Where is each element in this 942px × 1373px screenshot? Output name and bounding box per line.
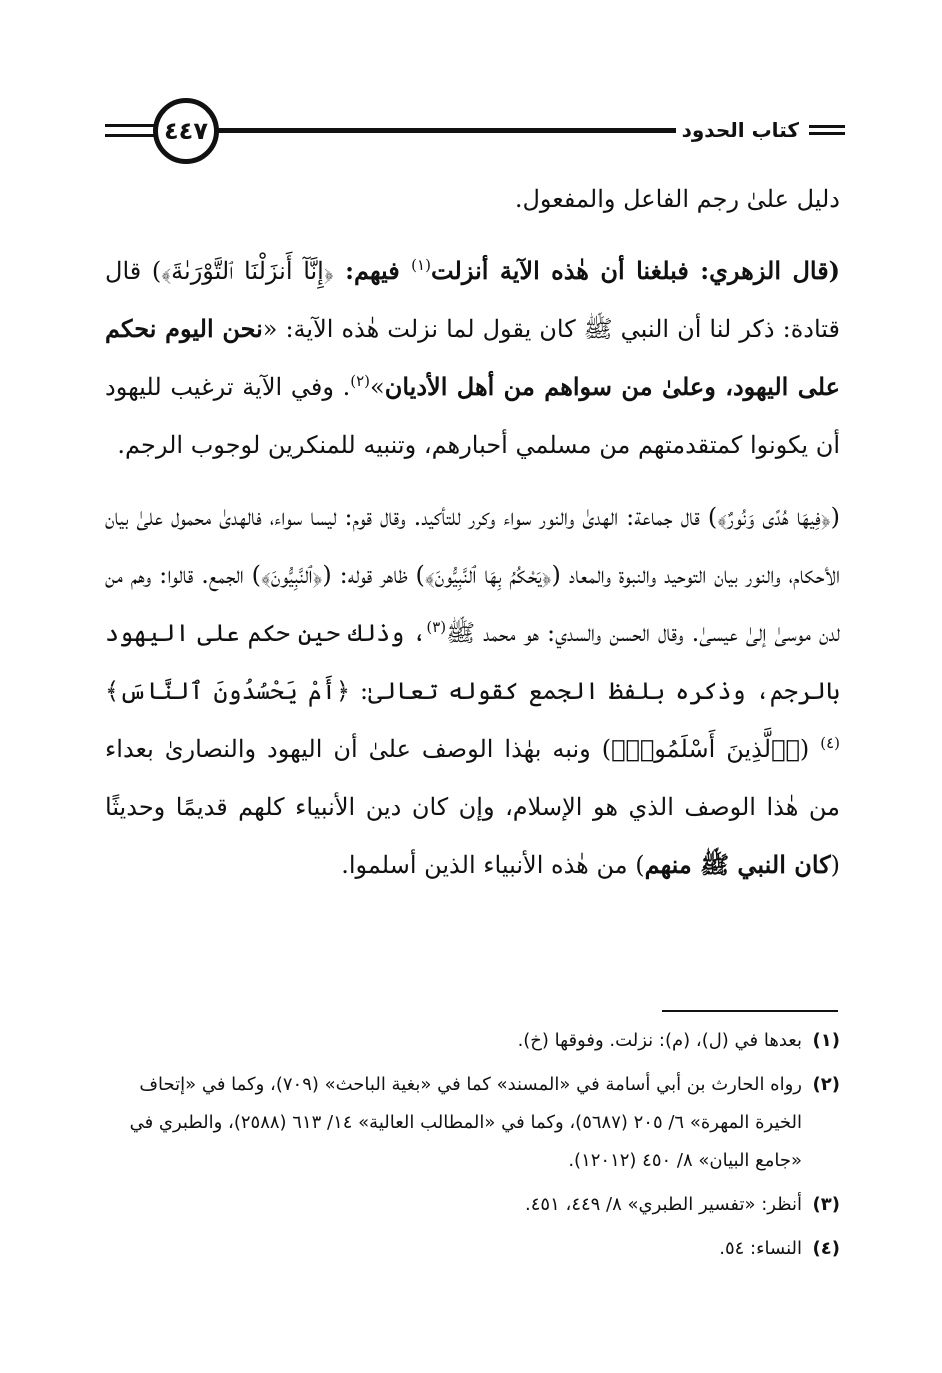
page-header [105, 98, 845, 168]
p3-text-2: ) ظاهر قوله: ( [322, 561, 425, 589]
p2-lead-end: فيهم: [333, 256, 412, 285]
header-rule-right [809, 125, 845, 128]
footnote-text: النساء: ٥٤. [719, 1238, 802, 1259]
footnote-ref-2: (٢) [350, 372, 371, 390]
p3-open: ( [830, 503, 841, 531]
paragraph-3 [105, 488, 840, 894]
running-title: كتاب الحدود [676, 118, 805, 142]
footnote [105, 1230, 840, 1268]
footnote-ref-4: (٤) [820, 734, 840, 752]
p3-text-7: ) من هٰذه الأنبياء الذين أسلموا. [341, 851, 645, 879]
hadith-quote: نحن اليوم نحكم على اليهود، وعلىٰ من سواهم من أهل الأديان [105, 314, 841, 401]
footnotes [105, 1022, 840, 1274]
footnote-number: (١) [812, 1030, 840, 1051]
paragraph-2 [105, 242, 840, 474]
footnote-number: (٤) [812, 1238, 840, 1259]
footnote [105, 1022, 840, 1060]
header-rule-left-bottom [105, 134, 155, 137]
footnote-separator [662, 1010, 838, 1012]
paragraph-1: دليل علىٰ رجم الفاعل والمفعول. [514, 185, 840, 213]
p2-text-1: ) قال قتادة: ذكر لنا أن النبي ﷺ كان يقول لما نزلت هٰذه الآية: « [105, 257, 840, 343]
p3-text-3: ) الجمع. قالوا: وهم من لدن موسىٰ إلىٰ عيسىٰ. وقال الحسن والسدي: هو محمد ﷺ [105, 561, 840, 647]
p3-text-1: ) قال جماعة: الهدىٰ والنور سواء وكرر للتأكيد. وقال قوم: ليسا سواء، فالهدىٰ محمول علىٰ بيان الأحكام، والنور بيان التوحيد والنبوة والمعاد ( [105, 503, 841, 589]
footnote-text: بعدها في (ل)، (م): نزلت. وفوقها (خ). [517, 1030, 802, 1051]
quran-quote-1: ﴿إِنَّآ أَنزَلْنَا ٱلتَّوْرَىٰةَ﴾ [161, 257, 334, 285]
p2-lead: (قال الزهري: فبلغنا أن هٰذه الآية أنزلت [430, 256, 841, 285]
footnote-number: (٢) [812, 1074, 840, 1095]
p3-bold-phrase: كان النبي ﷺ منهم [644, 850, 831, 879]
footnote-number: (٣) [812, 1194, 840, 1215]
quran-quote-6: ﴿ٱلَّذِينَ أَسْلَمُوا۟﴾ [611, 735, 800, 763]
footnote [105, 1186, 840, 1224]
main-text [105, 170, 840, 908]
quran-quote-5: ﴿أَمْ يَحْسُدُونَ ٱلنَّاسَ﴾ [105, 677, 351, 705]
p2-close-quote: » [370, 373, 385, 401]
p3-text-6: ) ونبه بهٰذا الوصف علىٰ أن اليهود والنصارىٰ بعداء من هٰذا الوصف الذي هو الإسلام، وإن كان دين الأنبياء كلهم قديمًا وحديثًا ( [105, 735, 840, 879]
page-number: ٤٤٧ [153, 98, 219, 164]
footnote-text: أنظر: «تفسير الطبري» ٨/ ٤٤٩، ٤٥١. [525, 1194, 802, 1215]
p2-text-2: . وفي الآية ترغيب لليهود أن يكونوا كمتقدمتهم من مسلمي أحبارهم، وتنبيه للمنكرين لوجوب الرجم. [105, 373, 840, 459]
footnote [105, 1066, 840, 1180]
footnote-ref-3: (٣) [426, 618, 447, 636]
quran-quote-2: ﴿فِيهَا هُدًى وَنُورٌ﴾ [717, 503, 831, 531]
header-rule-left-top [105, 124, 155, 127]
p3-text-4: ، وذلك حين حكم على اليهود بالرجم، وذكره بلفظ الجمع كقوله تعالىٰ: [105, 619, 840, 705]
quran-quote-4: ﴿ٱلنَّبِيُّونَ﴾ [261, 561, 323, 589]
p3-text-5: ( [799, 735, 821, 763]
quran-quote-3: ﴿يَحْكُمُ بِهَا ٱلنَّبِيُّونَ﴾ [424, 561, 552, 589]
footnote-text: رواه الحارث بن أبي أسامة في «المسند» كما في «بغية الباحث» (٧٠٩)، وكما في «إتحاف الخيرة المهرة» ٦/ ٢٠٥ (٥٦٨٧)، وكما في «المطالب العالية» ١٤/ ٦١٣ (٢٥٨٨)، والطبري في «جامع البيان» ٨/ ٤٥٠ (١٢٠١٢). [129, 1074, 802, 1171]
footnote-ref-1: (١) [411, 256, 431, 274]
